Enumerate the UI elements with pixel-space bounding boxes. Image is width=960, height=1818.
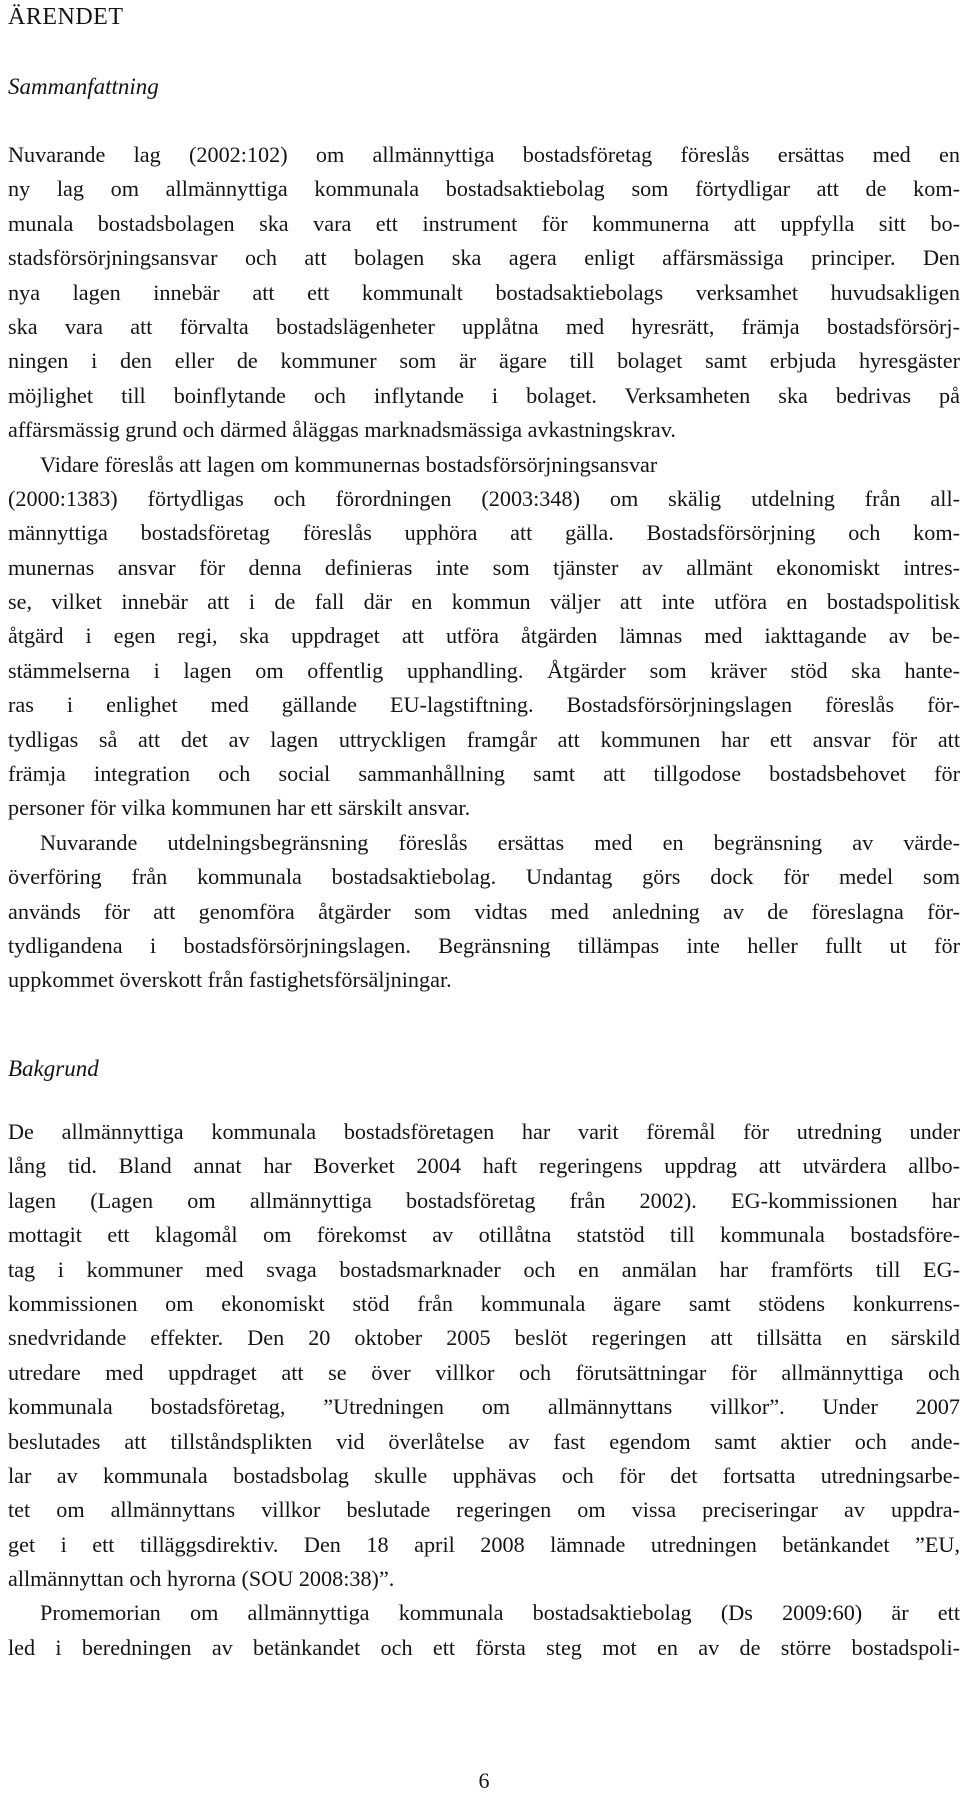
text-line: främja integration och social sammanhållning samt att tillgodose bostadsbehovet för — [8, 761, 960, 787]
text-line: tydligas så att det av lagen uttryckligen framgår att kommunen har ett ansvar för att — [8, 726, 960, 752]
text-line: munala bostadsbolagen ska vara ett instrument för kommunerna att uppfylla sitt bo- — [8, 210, 960, 236]
text-line: Nuvarande lag (2002:102) om allmännyttiga bostadsföretag föreslås ersättas med en — [8, 142, 960, 167]
page-number: 6 — [478, 1768, 490, 1793]
text-line: utredare med uppdraget att se över villkor och förutsättningar för allmännyttiga och — [8, 1359, 960, 1385]
text-line: lång tid. Bland annat har Boverket 2004 haft regeringens uppdrag att utvärdera allbo- — [8, 1153, 960, 1179]
section-title-sammanfattning: Sammanfattning — [8, 74, 159, 99]
text-line: nya lagen innebär att ett kommunalt bostadsaktiebolags verksamhet huvudsakligen — [8, 279, 960, 305]
text-line: stämmelserna i lagen om offentlig upphandling. Åtgärder som kräver stöd ska hante- — [8, 657, 960, 683]
text-line: ska vara att förvalta bostadslägenheter upplåtna med hyresrätt, främja bostadsförsörj- — [8, 313, 960, 339]
text-line: männyttiga bostadsföretag föreslås upphöra att gälla. Bostadsförsörjning och kom- — [8, 520, 960, 546]
text-line: Vidare föreslås att lagen om kommunernas bostadsförsörjningsansvar — [40, 451, 658, 477]
text-line: möjlighet till boinflytande och inflytande i bolaget. Verksamheten ska bedrivas på — [8, 382, 960, 408]
text-line: mottagit ett klagomål om förekomst av otillåtna statstöd till kommunala bostadsföre- — [8, 1222, 960, 1248]
text-line: åtgärd i egen regi, ska uppdraget att utföra åtgärden lämnas med iakttagande av be- — [8, 623, 960, 649]
text-line: (2000:1383) förtydligas och förordningen (2003:348) om skälig utdelning från all- — [8, 485, 960, 511]
text-line: uppkommet överskott från fastighetsförsäljningar. — [8, 967, 452, 993]
text-line: munernas ansvar för denna definieras inte som tjänster av allmänt ekonomiskt intres- — [8, 554, 960, 580]
text-line: ras i enlighet med gällande EU-lagstiftning. Bostadsförsörjningslagen föreslås för- — [8, 692, 960, 718]
text-line: allmännyttan och hyrorna (SOU 2008:38)”. — [8, 1566, 395, 1592]
text-line: se, vilket innebär att i de fall där en kommun väljer att inte utföra en bostadspolitisk — [8, 589, 960, 615]
text-line: get i ett tilläggsdirektiv. Den 18 april 2008 lämnade utredningen betänkandet ”EU, — [8, 1531, 960, 1557]
text-line: Nuvarande utdelningsbegränsning föreslås ersättas med en begränsning av värde- — [40, 829, 960, 855]
text-line: kommunala bostadsföretag, ”Utredningen om allmännyttans villkor”. Under 2007 — [8, 1394, 960, 1420]
text-line: ningen i den eller de kommuner som är ägare till bolaget samt erbjuda hyresgäster — [8, 348, 960, 374]
document-page — [8, 0, 960, 1818]
text-line: led i beredningen av betänkandet och ett första steg mot en av de större bostadspoli- — [8, 1634, 960, 1660]
text-line: Promemorian om allmännyttiga kommunala bostadsaktiebolag (Ds 2009:60) är ett — [40, 1600, 960, 1626]
text-line: tydligandena i bostadsförsörjningslagen. Begränsning tillämpas inte heller fullt ut för — [8, 932, 960, 958]
document-heading: ÄRENDET — [8, 4, 124, 30]
text-line: ny lag om allmännyttiga kommunala bostadsaktiebolag som förtydligar att de kom- — [8, 176, 960, 202]
section-title-bakgrund: Bakgrund — [8, 1056, 99, 1081]
section-body-bakgrund — [8, 1115, 960, 1665]
text-line: tag i kommuner med svaga bostadsmarknader och en anmälan har framförts till EG- — [8, 1256, 960, 1282]
text-line: används för att genomföra åtgärder som vidtas med anledning av de föreslagna för- — [8, 898, 960, 924]
text-line: överföring från kommunala bostadsaktiebolag. Undantag görs dock för medel som — [8, 864, 960, 890]
text-line: beslutades att tillståndsplikten vid överlåtelse av fast egendom samt aktier och ande- — [8, 1428, 960, 1454]
text-line: affärsmässig grund och därmed åläggas marknadsmässiga avkastningskrav. — [8, 417, 676, 443]
text-line: snedvridande effekter. Den 20 oktober 2005 beslöt regeringen att tillsätta en särskild — [8, 1325, 960, 1351]
text-line: lagen (Lagen om allmännyttiga bostadsföretag från 2002). EG-kommissionen har — [8, 1187, 960, 1213]
text-line: personer för vilka kommunen har ett särskilt ansvar. — [8, 795, 471, 821]
text-line: kommissionen om ekonomiskt stöd från kommunala ägare samt stödens konkurrens- — [8, 1290, 960, 1316]
section-body-sammanfattning — [8, 138, 960, 998]
text-line: stadsförsörjningsansvar och att bolagen ska agera enligt affärsmässiga principer. Den — [8, 245, 960, 271]
text-line: tet om allmännyttans villkor beslutade regeringen om vissa preciseringar av uppdra- — [8, 1497, 960, 1523]
text-line: lar av kommunala bostadsbolag skulle upphävas och för det fortsatta utredningsarbe- — [8, 1462, 960, 1488]
text-line: De allmännyttiga kommunala bostadsföretagen har varit föremål för utredning under — [8, 1119, 960, 1144]
